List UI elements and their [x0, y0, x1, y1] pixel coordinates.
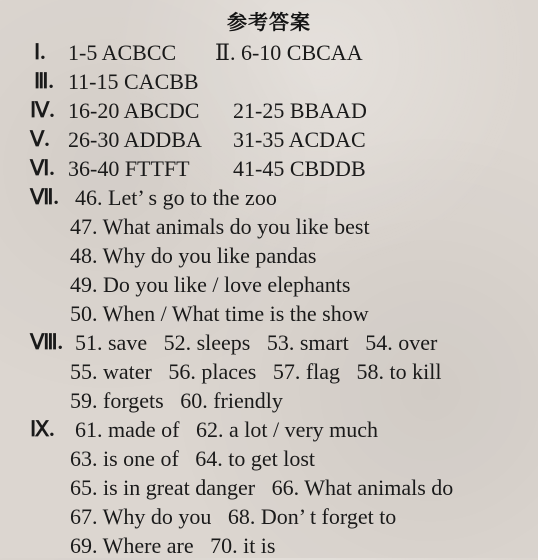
- answer-text: 41-45 CBDDB: [233, 156, 366, 181]
- answer-row-5: [0, 154, 538, 183]
- section-numeral-8: Ⅷ.: [30, 330, 63, 354]
- answer-text: 61. made of 62. a lot / very much: [75, 417, 379, 442]
- answer-text: 50. When / What time is the show: [70, 301, 369, 326]
- answer-row-3: [0, 96, 538, 125]
- answer-text: 48. Why do you like pandas: [70, 243, 317, 268]
- section-numeral-1: Ⅰ.: [34, 40, 46, 64]
- answer-text: 69. Where are 70. it is: [70, 533, 276, 558]
- answer-row-48: [0, 241, 538, 270]
- answer-row-2: [0, 67, 538, 96]
- answer-row-47: [0, 212, 538, 241]
- answer-text: 47. What animals do you like best: [70, 214, 370, 239]
- answer-row-55: [0, 357, 538, 386]
- page-title: 参考答案: [227, 10, 311, 34]
- answer-row-61: [0, 415, 538, 444]
- section-numeral-5: Ⅴ.: [30, 127, 50, 151]
- answer-row-1: [0, 38, 538, 67]
- answer-row-51: [0, 328, 538, 357]
- answer-text: 31-35 ACDAC: [233, 127, 366, 152]
- answer-row-49: [0, 270, 538, 299]
- answer-text: 1-5 ACBCC: [68, 40, 177, 65]
- answer-text: 46. Let’ s go to the zoo: [75, 185, 277, 210]
- answer-text: 65. is in great danger 66. What animals do: [70, 475, 454, 500]
- answer-text: Ⅱ. 6-10 CBCAA: [215, 40, 363, 65]
- answer-row-46: [0, 183, 538, 212]
- answer-row-63: [0, 444, 538, 473]
- section-numeral-4: Ⅳ.: [30, 98, 55, 122]
- answer-text: 11-15 CACBB: [68, 69, 199, 94]
- answer-text: 55. water 56. places 57. flag 58. to kill: [70, 359, 442, 384]
- section-numeral-7: Ⅶ.: [30, 185, 59, 209]
- answer-row-59: [0, 386, 538, 415]
- answer-text: 21-25 BBAAD: [233, 98, 367, 123]
- answer-row-50: [0, 299, 538, 328]
- answer-text: 49. Do you like / love elephants: [70, 272, 351, 297]
- answer-text: 63. is one of 64. to get lost: [70, 446, 316, 471]
- section-numeral-6: Ⅵ.: [30, 156, 55, 180]
- answer-row-69: [0, 531, 538, 560]
- section-numeral-9: Ⅸ.: [30, 417, 55, 441]
- answer-row-65: [0, 473, 538, 502]
- answer-text: 36-40 FTTFT: [68, 156, 190, 181]
- answer-row-67: [0, 502, 538, 531]
- answer-text: 26-30 ADDBA: [68, 127, 202, 152]
- answer-text: 67. Why do you 68. Don’ t forget to: [70, 504, 397, 529]
- answer-text: 51. save 52. sleeps 53. smart 54. over: [75, 330, 438, 355]
- section-numeral-3: Ⅲ.: [34, 69, 54, 93]
- answer-text: 59. forgets 60. friendly: [70, 388, 283, 413]
- answer-text: 16-20 ABCDC: [68, 98, 200, 123]
- answer-row-4: [0, 125, 538, 154]
